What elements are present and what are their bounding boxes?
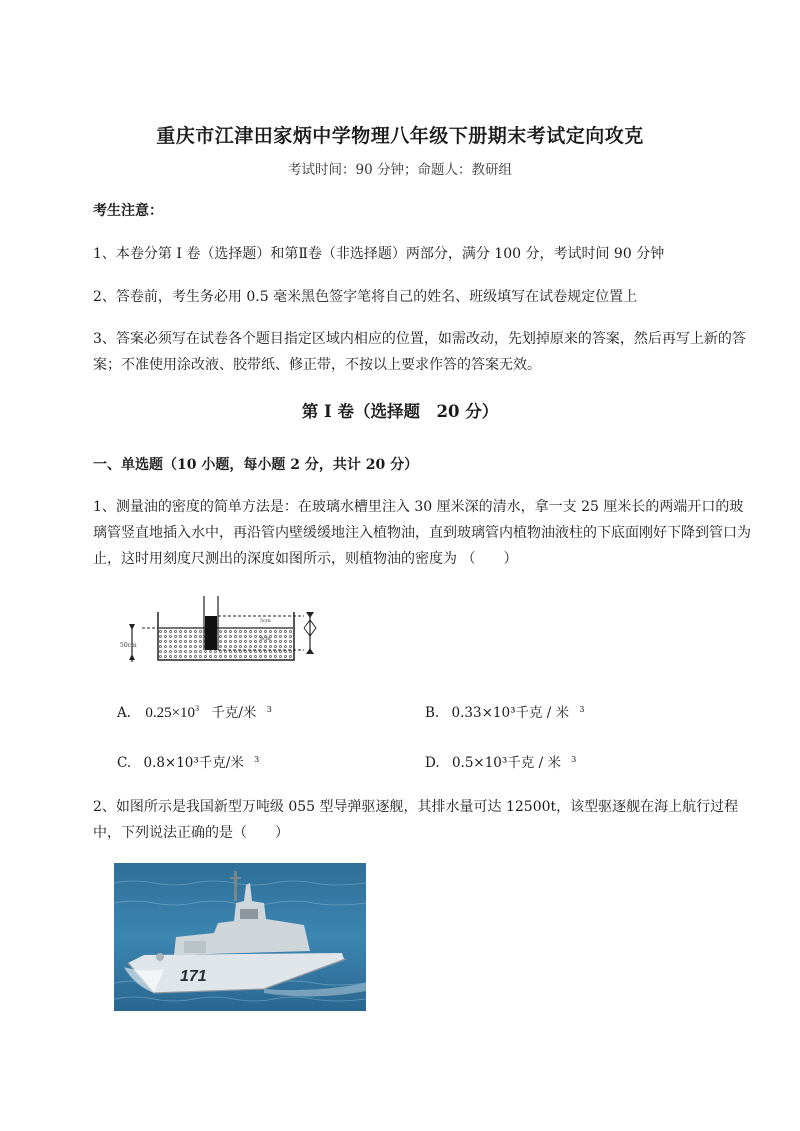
ship-mast — [234, 871, 237, 901]
option-a-unit: 千克/米 — [211, 705, 257, 721]
ship-gun-turret — [156, 953, 164, 961]
depth-label-50cm: 50cm — [120, 642, 137, 649]
option-d-value: 0.5×10³千克 / 米 — [451, 755, 561, 771]
depth-label-8cm: 8cm — [260, 636, 271, 642]
section-title: 第 I 卷（选择题 20 分） — [301, 402, 499, 421]
option-b-label: B. — [425, 705, 440, 721]
option-d[interactable] — [425, 751, 576, 771]
note-item-1: 1、本卷分第 I 卷（选择题）和第Ⅱ卷（非选择题）两部分，满分 100 分，考试时间 90 分钟 — [93, 246, 665, 262]
option-a[interactable] — [117, 701, 272, 722]
option-b-value: 0.33×10³千克 / 米 — [451, 705, 570, 721]
oil-column — [205, 616, 217, 650]
option-a-unit-exp: 3 — [266, 704, 272, 714]
question-2-text: 2、如图所示是我国新型万吨级 055 型导弹驱逐舰，其排水量可达 12500t，该型驱逐舰在海上航行过程中，下列说法正确的是（ ） — [93, 799, 739, 841]
note-item-2: 2、答卷前，考生务必用 0.5 毫米黑色签字笔将自己的姓名、班级填写在试卷规定位置上 — [93, 289, 638, 305]
water-region — [159, 628, 293, 659]
arrow-up-icon — [129, 624, 135, 630]
option-c-label: C. — [117, 755, 132, 771]
arrow-down-icon — [129, 654, 135, 660]
option-a-value: $0.25\times 10^3$ — [145, 704, 200, 721]
hull-number: 171 — [180, 968, 207, 985]
option-b[interactable] — [425, 701, 585, 721]
option-c-value: 0.8×10³千克/米 — [143, 755, 244, 771]
option-d-unit-exp: 3 — [571, 754, 577, 764]
option-c[interactable] — [117, 751, 259, 771]
group-heading: 一、单选题（10 小题，每小题 2 分，共计 20 分） — [93, 457, 419, 473]
oil-tube-tank-figure — [118, 594, 330, 666]
option-c-unit-exp: 3 — [254, 754, 260, 764]
depth-label-5cm: 5cm — [260, 618, 271, 624]
note-item-3: 3、答案必须写在试卷各个题目指定区域内相应的位置，如需改动，先划掉原来的答案，然后再写上新的答案；不准使用涂改液、胶带纸、修正带，不按以上要求作答的答案无效。 — [93, 331, 746, 373]
option-b-unit-exp: 3 — [579, 704, 585, 714]
destroyer-photo — [114, 863, 366, 1011]
option-a-label: A. — [117, 705, 132, 721]
exam-title: 重庆市江津田家炳中学物理八年级下册期末考试定向攻克 — [156, 125, 644, 147]
notes-heading: 考生注意： — [93, 203, 163, 219]
option-d-label: D. — [425, 755, 440, 771]
question-1-text: 1、测量油的密度的简单方法是：在玻璃水槽里注入 30 厘米深的清水，拿一支 25 厘米长的两端开口的玻璃管竖直地插入水中，再沿管内壁缓缓地注入植物油，直到玻璃管内植物油液柱的下底面刚好下降到管口为止，这时用刻度尺测出的深度如图所示，则植物油的密度为 （ ） — [93, 499, 751, 567]
exam-subtitle: 考试时间：90 分钟；命题人：教研组 — [288, 162, 512, 178]
